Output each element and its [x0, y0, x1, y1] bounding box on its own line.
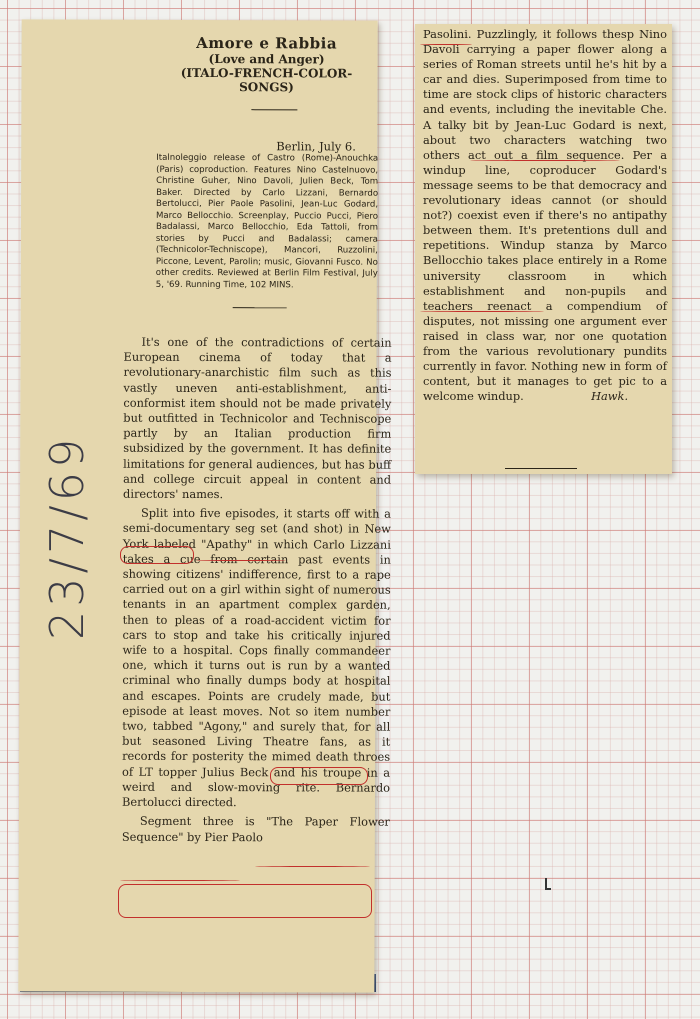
- reviewer-signature: Hawk.: [591, 389, 629, 404]
- film-subtitle: (Love and Anger): [208, 52, 325, 67]
- review-header: [161, 34, 371, 95]
- review-body-right: [423, 27, 667, 404]
- credits-rule: [233, 307, 287, 308]
- dateline: Berlin, July 6.: [276, 139, 356, 154]
- film-title: Amore e Rabbia: [196, 33, 338, 53]
- end-rule: [505, 468, 577, 469]
- red-underline-lizzani: [196, 560, 286, 561]
- handwritten-date-text: 23/7/69: [40, 434, 94, 640]
- film-genre: (ITALO-FRENCH-COLOR-SONGS): [180, 65, 353, 95]
- header-rule: [251, 109, 297, 110]
- red-circle-apathy: [120, 546, 194, 564]
- red-underline-godard: [470, 160, 620, 161]
- credits-block: Italnoleggio release of Castro (Rome)-Anouchka (Paris) coproduction. Features Nino Castelnuovo, Christine Guher, Nino Davoli, Julien Beck, Tom Baker. Directed by Carlo Lizzani, Bernardo Bertolucci, Pier Paole Pasolini, Jean-Luc Godard, Marco Bellocchio. Screenplay, Puccio Pucci, Piero Badalassi, Marco Bellocchio, Eda Tattoli, from stories by Pucci and Badalassi; camera (Technicolor-Techniscope), Mancori, Ruzzolini, Piccone, Levent, Parolin; music, Giovanni Fusco. No other credits. Reviewed at Berlin Film Festival, July 5, '69. Running Time, 102 MINS.: [155, 152, 379, 290]
- red-underline-bertolucci-1: [255, 866, 370, 867]
- red-circle-agony: [270, 767, 368, 785]
- newspaper-clipping-right: [415, 24, 672, 474]
- paragraph-1: It's one of the contradictions of certain European cinema of today that a revolutionary-anarchistic film such as this vastly uneven anti-establishment, anti-conformist item should not be made privately but outfitted in Technicolor and Techniscope partly by an Italian production firm subsidized by the government. It has definite limitations for general audiences, but has buff and college circuit appeal in content and directors' names.: [123, 334, 392, 502]
- handwritten-date: [40, 434, 110, 640]
- paragraph-2: Split into five episodes, it starts off with a semi-documentary seg set (and shot) in New York labeled "Apathy" in which Carlo Lizzani takes a cue from certain past events in showing citizens' indifference, first to a rape carried out on a girl within sight of numerous tenants in an apartment complex garden, then to pleas of a road-accident victim for cars to stop and take his critically injured wife to a hospital. Cops finally commandeer one, which it turns out is run by a wanted criminal who finally dumps body at hospital and escapes. Points are crudely made, but episode at least moves. Not so item number two, tabbed "Agony," and surely that, for all but seasoned Living Theatre fans, as it records for posterity the mimed death throes of LT topper Julius Beck and his troupe in a weird and slow-moving rite. Bernardo Bertolucci directed.: [121, 506, 391, 810]
- red-underline-bertolucci-2: [120, 880, 240, 881]
- right-column-text: Pasolini. Puzzlingly, it follows thesp Nino Davoli carrying a paper flower along a series of Roman streets until he's hit by a car and dies. Superimposed from time to time are stock clips of historic characters and events, including the inevitable Che. A talky bit by Jean-Luc Godard is next, about two characters watching two others act out a film sequence. Per a windup line, coproducer Godard's message seems to be that democracy and revolutionary ideas cannot (or should not?) coexist even if there's no antipathy between them. It's pretentions dull and repetitions. Windup stanza by Marco Bellocchio takes place entirely in a Rome university classroom in which establishment and non-pupils and teachers reenact a compendium of disputes, not missing one argument ever raised in class war, nor one quotation from the various revolutionary pundits currently in favor. Nothing new in form of content, but it manages to get pic to a welcome windup.: [423, 27, 667, 404]
- pencil-mark: [545, 878, 547, 890]
- paragraph-3: Segment three is "The Paper Flower Sequence" by Pier Paolo: [121, 814, 390, 844]
- red-underline-pasolini: [420, 44, 472, 45]
- red-circle-paper-flower: [118, 884, 372, 918]
- red-underline-bellocchio: [420, 311, 544, 312]
